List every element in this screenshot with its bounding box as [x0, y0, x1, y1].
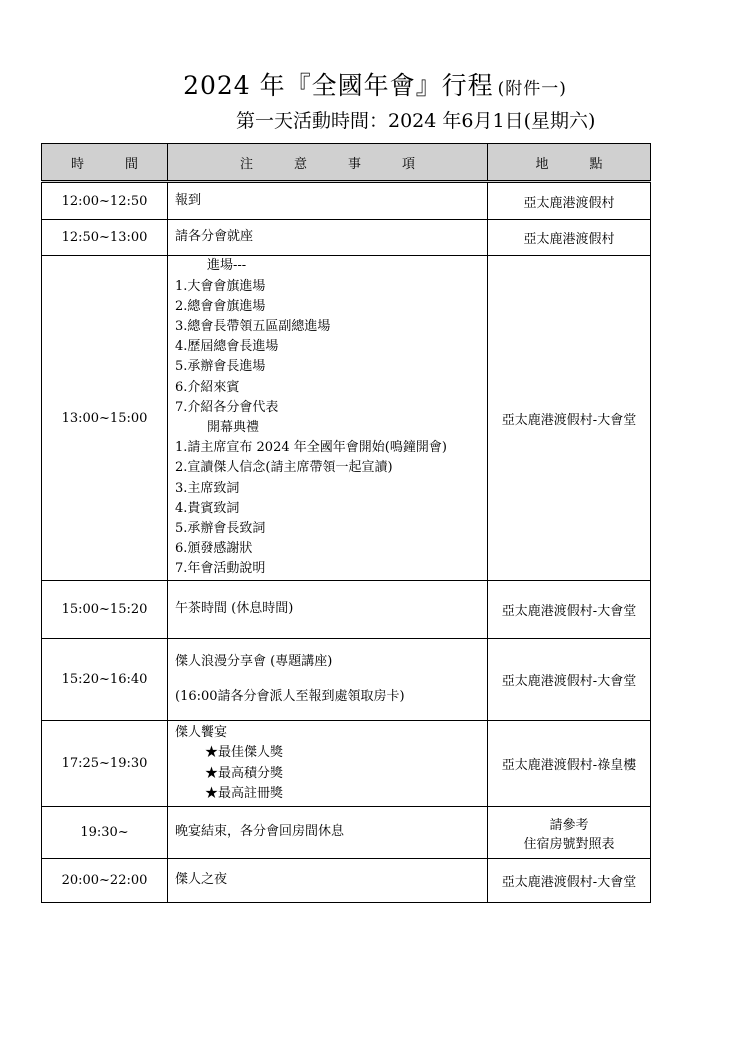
notes-line: 6.頒發感謝狀 — [175, 541, 253, 557]
row-place — [488, 721, 651, 807]
row-time: 13:00~15:00 — [42, 256, 168, 581]
row-time: 17:25~19:30 — [42, 721, 168, 807]
header-notes: 注 意 事 項 — [168, 144, 488, 182]
notes-line: 4.貴賓致詞 — [175, 500, 240, 516]
row-time: 12:00~12:50 — [42, 182, 168, 220]
notes-line: 傑人之夜 — [175, 872, 228, 888]
row-place — [488, 639, 651, 721]
row-time: 19:30~ — [42, 807, 168, 859]
table-row — [42, 859, 651, 903]
notes-line: 5.承辦會長致詞 — [175, 521, 266, 537]
table-row — [42, 256, 651, 581]
place-line: 亞太鹿港渡假村-大會堂 — [501, 875, 637, 890]
row-notes — [168, 721, 488, 807]
place-line: 亞太鹿港渡假村 — [523, 195, 615, 211]
place-line: 亞太鹿港渡假村-祿皇樓 — [501, 758, 637, 773]
notes-line: 2.總會會旗進場 — [175, 298, 266, 314]
notes-line: 1.大會會旗進場 — [175, 278, 266, 294]
row-place — [488, 859, 651, 903]
row-notes — [168, 639, 488, 721]
header-place: 地 點 — [488, 144, 651, 182]
document-subtitle: 第一天活動時間：2024 年6月1日(星期六) — [236, 110, 596, 132]
row-time: 20:00~22:00 — [42, 859, 168, 903]
notes-line: 報到 — [175, 192, 202, 208]
award-line: ★最高積分獎 — [205, 765, 284, 781]
place-line: 請參考 — [549, 817, 589, 833]
row-notes — [168, 256, 488, 581]
notes-heading: 開幕典禮 — [207, 420, 260, 435]
notes-heading: 傑人饗宴 — [175, 725, 228, 741]
row-notes — [168, 220, 488, 256]
notes-line: 7.年會活動說明 — [175, 561, 266, 577]
notes-line: 晚宴結束，各分會回房間休息 — [175, 824, 345, 840]
notes-heading: 進場--- — [207, 258, 247, 274]
award-line: ★最高註冊獎 — [205, 785, 284, 801]
row-place — [488, 581, 651, 639]
notes-line: 2.宣讀傑人信念(請主席帶領一起宣讀) — [175, 460, 393, 476]
row-place — [488, 807, 651, 859]
row-notes — [168, 182, 488, 220]
notes-line: 午茶時間 (休息時間) — [175, 601, 294, 617]
notes-line: 6.介紹來賓 — [175, 379, 240, 395]
notes-line: 1.請主席宣布 2024 年全國年會開始(鳴鐘開會) — [175, 440, 447, 456]
notes-line: 請各分會就座 — [175, 229, 254, 245]
notes-line: 4.歷屆總會長進場 — [175, 339, 279, 355]
place-line: 亞太鹿港渡假村-大會堂 — [501, 604, 637, 619]
document-title — [0, 66, 750, 102]
row-place — [488, 256, 651, 581]
table-row — [42, 721, 651, 807]
schedule-table — [41, 143, 651, 903]
row-time: 15:00~15:20 — [42, 581, 168, 639]
row-time: 15:20~16:40 — [42, 639, 168, 721]
notes-line: 3.主席致詞 — [175, 480, 240, 496]
table-row — [42, 639, 651, 721]
place-line: 亞太鹿港渡假村 — [523, 232, 615, 247]
row-notes — [168, 859, 488, 903]
title-main: 2024 年『全國年會』行程 — [183, 71, 494, 100]
notes-line: 7.介紹各分會代表 — [175, 399, 279, 415]
table-row — [42, 182, 651, 220]
row-time: 12:50~13:00 — [42, 220, 168, 256]
place-line: 住宿房號對照表 — [523, 836, 615, 852]
header-time: 時 間 — [42, 144, 168, 182]
table-row — [42, 220, 651, 256]
table-row — [42, 807, 651, 859]
place-line: 亞太鹿港渡假村-大會堂 — [501, 412, 637, 428]
notes-line: 3.總會長帶領五區副總進場 — [175, 318, 331, 334]
notes-line: 傑人浪漫分享會 (專題講座) — [175, 654, 333, 670]
notes-line: (16:00請各分會派人至報到處領取房卡) — [175, 688, 405, 704]
row-place — [488, 220, 651, 256]
row-notes — [168, 581, 488, 639]
title-annex: (附件一) — [497, 79, 567, 99]
row-notes — [168, 807, 488, 859]
table-row — [42, 581, 651, 639]
notes-line: 5.承辦會長進場 — [175, 359, 266, 375]
row-place — [488, 182, 651, 220]
award-line: ★最佳傑人獎 — [205, 745, 284, 761]
place-line: 亞太鹿港渡假村-大會堂 — [501, 674, 637, 689]
header-row — [42, 144, 651, 182]
